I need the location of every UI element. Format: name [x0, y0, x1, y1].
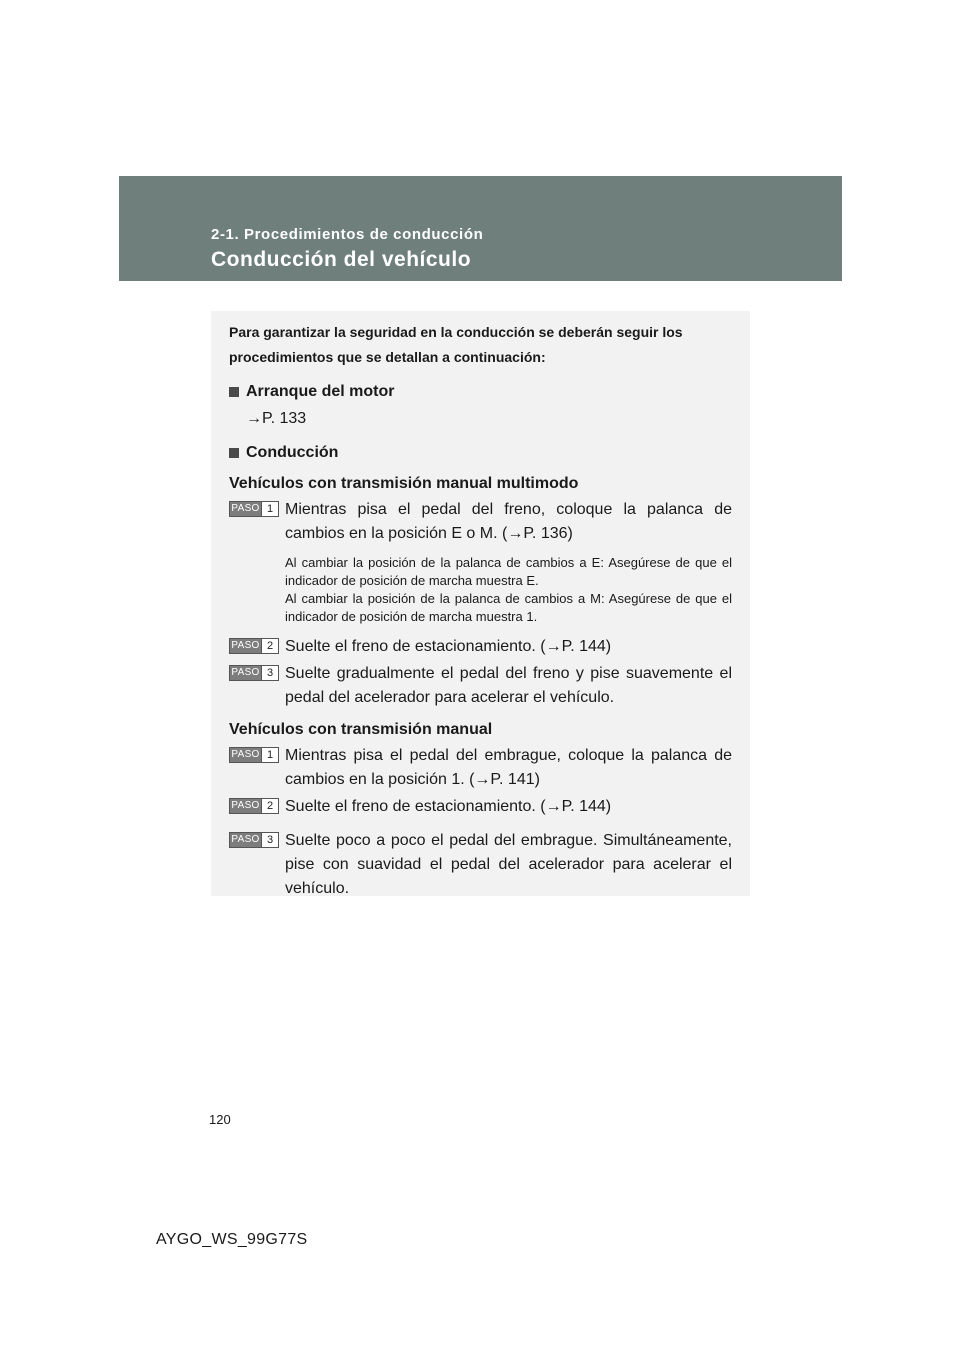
driving-heading-text: Conducción [246, 444, 339, 461]
multimode-step-1 [229, 498, 732, 546]
page-number: 120 [209, 1112, 231, 1127]
step-badge: PASO 2 [229, 798, 279, 814]
step-badge: PASO 2 [229, 638, 279, 654]
section-header [119, 176, 842, 281]
step-text: Suelte el freno de estacionamiento. (→P. 144) [285, 638, 612, 655]
step-note: Al cambiar la posición de la palanca de cambios a E: Asegúrese de que el indicador de posición de marcha muestra E. Al cambiar la posición de la palanca de cambios a M: Asegúrese de que el indicador de posición de marcha muestra 1. [285, 555, 732, 624]
start-engine-heading [229, 381, 732, 403]
start-engine-ref: →P. 133 [246, 410, 307, 427]
square-bullet-icon [229, 387, 239, 397]
manual-title: Vehículos con transmisión manual [229, 721, 493, 738]
step-text: Suelte el freno de estacionamiento. (→P. 144) [285, 798, 612, 815]
intro-text: Para garantizar la seguridad en la conducción se deberán seguir los procedimientos que se detallan a continuación: [229, 324, 683, 365]
manual-step-2 [229, 795, 732, 819]
content-box [211, 311, 750, 896]
step-badge: PASO 1 [229, 501, 279, 517]
multimode-step-3 [229, 662, 732, 710]
document-code: AYGO_WS_99G77S [156, 1231, 308, 1248]
multimode-step-2 [229, 635, 732, 659]
step-text: Mientras pisa el pedal del freno, coloque la palanca de cambios en la posición E o M. (→P. 136) [285, 501, 732, 542]
step-badge: PASO 3 [229, 665, 279, 681]
section-label: 2-1. Procedimientos de conducción [211, 226, 484, 243]
page-title: Conducción del vehículo [211, 248, 472, 271]
step-text: Suelte poco a poco el pedal del embrague. Simultáneamente, pise con suavidad el pedal del acelerador para acelerar el vehículo. [285, 832, 732, 897]
step-text: Suelte gradualmente el pedal del freno y pise suavemente el pedal del acelerador para acelerar el vehículo. [285, 665, 732, 706]
step-text: Mientras pisa el pedal del embrague, coloque la palanca de cambios en la posición 1. (→P. 141) [285, 747, 732, 788]
start-engine-heading-text: Arranque del motor [246, 383, 395, 400]
multimode-title: Vehículos con transmisión manual multimodo [229, 475, 579, 492]
driving-heading [229, 442, 732, 464]
manual-step-1 [229, 744, 732, 792]
square-bullet-icon [229, 448, 239, 458]
manual-step-3 [229, 829, 732, 901]
step-badge: PASO 1 [229, 747, 279, 763]
step-badge: PASO 3 [229, 832, 279, 848]
